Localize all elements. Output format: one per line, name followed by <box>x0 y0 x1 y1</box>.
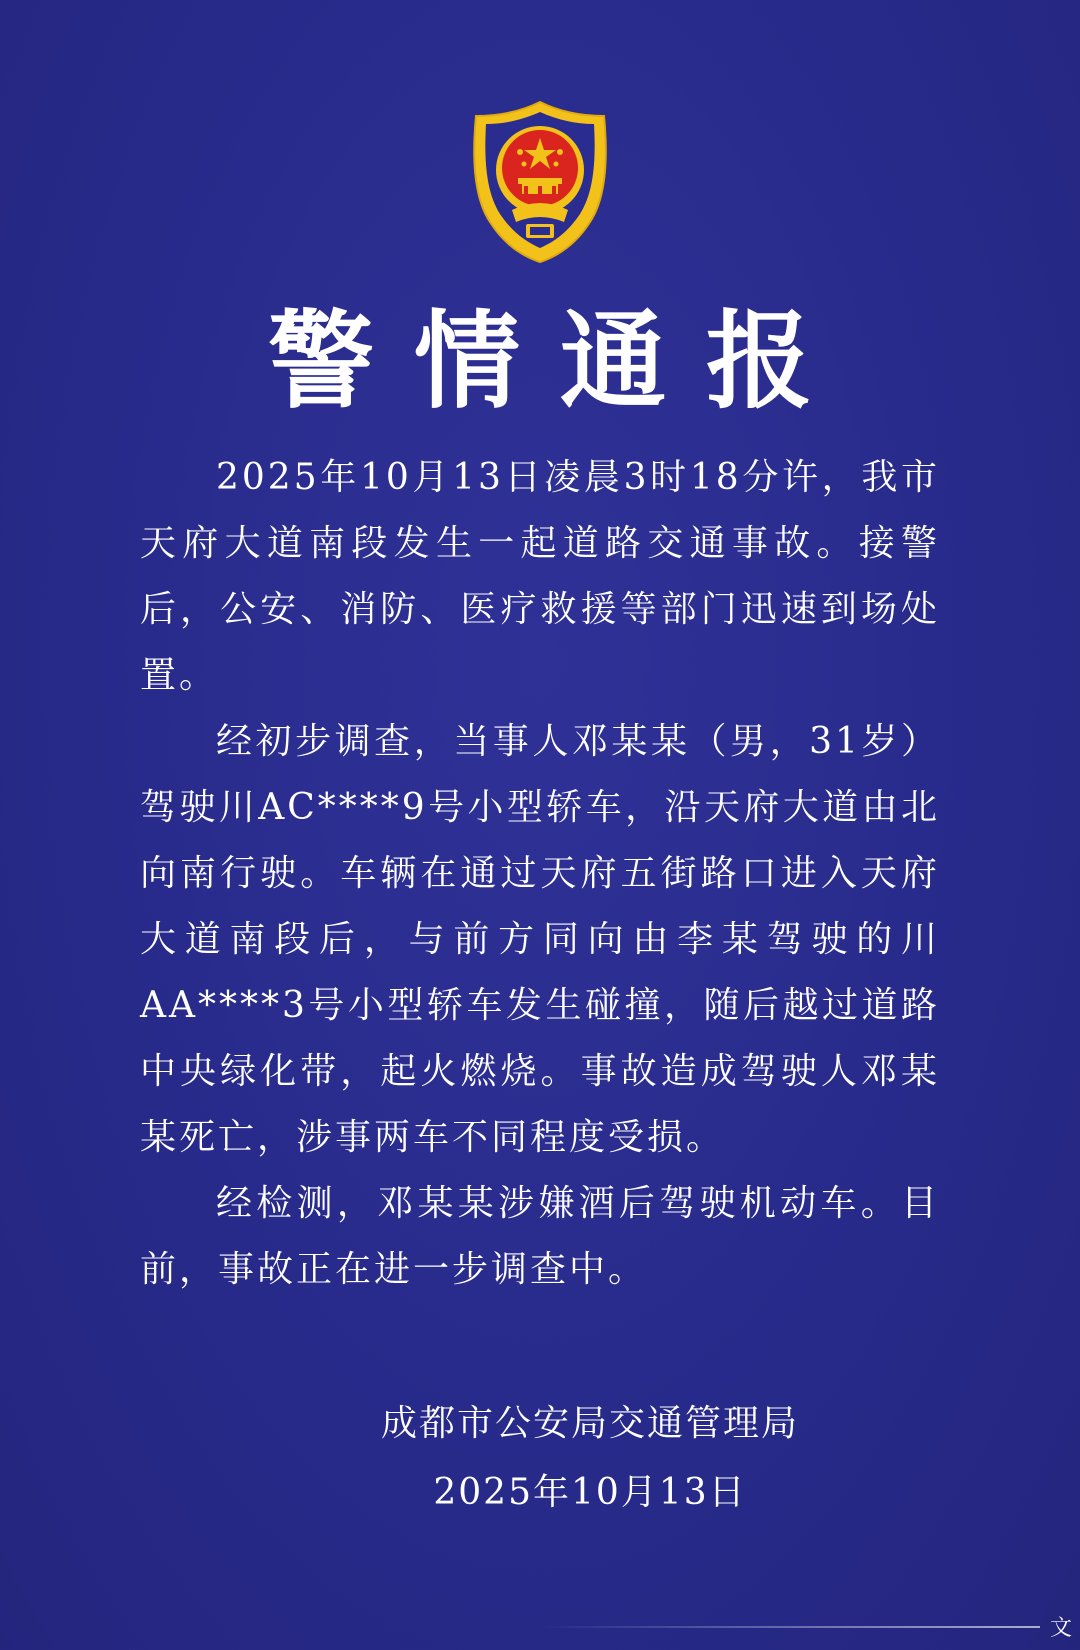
notice-body <box>140 445 940 1303</box>
issuer-name: 成都市公安局交通管理局 <box>380 1403 799 1444</box>
paragraph-2: 经初步调查，当事人邓某某（男，31岁）驾驶川AC****9号小型轿车，沿天府大道由北向南行驶。车辆在通过天府五街路口进入天府大道南段后，与前方同向由李某驾驶的川AA****3号小型轿车发生碰撞，随后越过道路中央绿化带，起火燃烧。事故造成驾驶人邓某某死亡，涉事两车不同程度受损。 <box>140 721 940 1158</box>
issue-date: 2025年10月13日 <box>433 1472 747 1513</box>
paragraph-3: 经检测，邓某某涉嫌酒后驾驶机动车。目前，事故正在进一步调查中。 <box>140 1183 940 1290</box>
watermark-divider <box>540 1626 1040 1628</box>
police-emblem-icon <box>460 98 620 266</box>
watermark-label: 文 <box>1049 1616 1072 1641</box>
paragraph-1: 2025年10月13日凌晨3时18分许，我市天府大道南段发生一起道路交通事故。接警后，公安、消防、医疗救援等部门迅速到场处置。 <box>140 457 940 696</box>
page-title: 警情通报 <box>268 300 852 423</box>
